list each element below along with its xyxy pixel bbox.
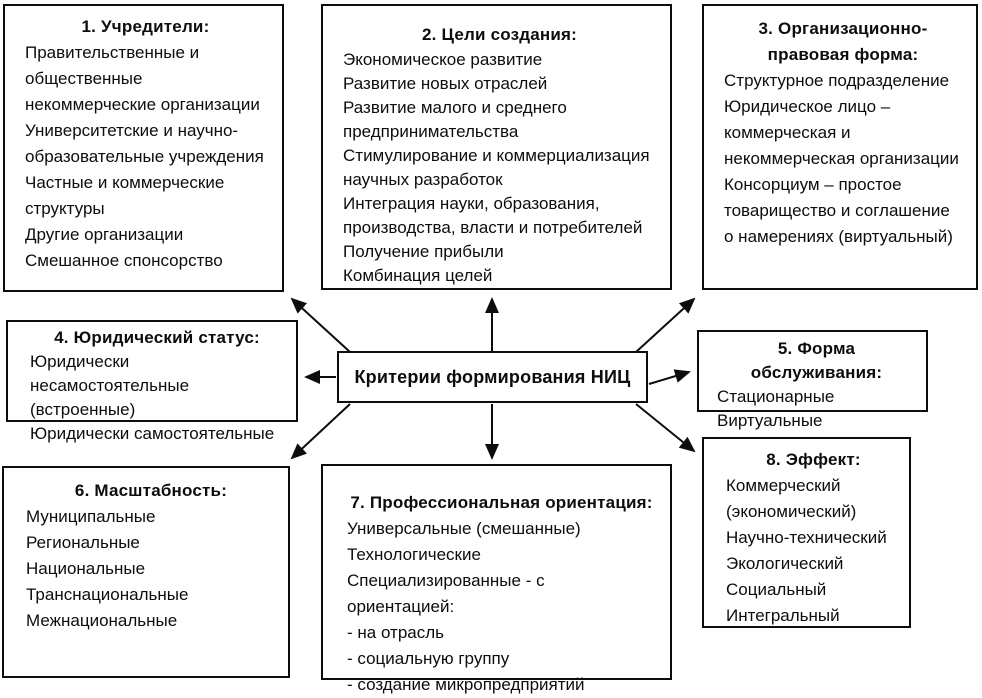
box-orientation-item: Универсальные (смешанные) xyxy=(347,519,581,538)
box-orientation-title: 7. Профессиональная ориентация: xyxy=(350,493,653,512)
box-effect-item: Научно-технический xyxy=(726,528,887,547)
box-legal-status-item: Юридически несамостоятельные (встроенные) xyxy=(30,352,190,419)
box-goals xyxy=(321,4,672,290)
arrow-center-to-box8 xyxy=(636,404,694,451)
box-scale-title: 6. Масштабность: xyxy=(74,481,228,500)
box-effect-item: Коммерческий (экономический) xyxy=(726,476,857,521)
center-box xyxy=(337,351,648,403)
box-service-form-title: 5. Форма обслуживания: xyxy=(750,339,883,382)
box-legal-form xyxy=(702,4,978,290)
box-service-form-item: Виртуальные xyxy=(717,411,823,430)
box-legal-status-item: Юридически самостоятельные xyxy=(30,424,275,443)
box-scale-item: Национальные xyxy=(26,559,146,578)
arrow-center-to-box6 xyxy=(292,404,350,458)
box-legal-form-item: Консорциум – простое товарищество и соглашение о намерениях (виртуальный) xyxy=(724,175,953,246)
box-founders-item: Правительственные и общественные некоммерческие организации xyxy=(25,43,260,114)
box-founders-item: Частные и коммерческие структуры xyxy=(25,173,225,218)
box-founders-title: 1. Учредители: xyxy=(81,17,210,36)
box-founders xyxy=(3,4,284,292)
arrow-center-to-box1 xyxy=(292,299,350,352)
box-goals-item: Получение прибыли xyxy=(343,242,504,261)
box-orientation xyxy=(321,464,672,694)
box-effect-item: Экологический xyxy=(726,554,844,573)
arrow-center-to-box3 xyxy=(636,299,694,352)
box-goals-item: Интеграция науки, образования, производства, власти и потребителей xyxy=(343,194,643,237)
box-scale-item: Региональные xyxy=(26,533,140,552)
arrow-center-to-box5 xyxy=(649,372,689,384)
box-orientation-item: - социальную группу xyxy=(347,649,510,668)
box-goals-item: Комбинация целей xyxy=(343,266,493,285)
box-effect xyxy=(702,437,911,628)
center-box-label: Критерии формирования НИЦ xyxy=(354,366,631,387)
box-scale-item: Транснациональные xyxy=(26,585,189,604)
box-goals-item: Стимулирование и коммерциализация научных разработок xyxy=(343,146,650,189)
box-orientation-item: - создание микропредприятий xyxy=(347,675,585,694)
box-scale-item: Межнациональные xyxy=(26,611,178,630)
box-legal-status-title: 4. Юридический статус: xyxy=(54,328,260,347)
box-effect-item: Интегральный xyxy=(726,606,840,625)
box-goals-item: Экономическое развитие xyxy=(343,50,543,69)
box-orientation-item: Технологические xyxy=(347,545,481,564)
box-founders-item: Другие организации xyxy=(25,225,184,244)
box-legal-status xyxy=(6,320,298,443)
box-goals-title: 2. Цели создания: xyxy=(422,25,577,44)
box-orientation-item: Специализированные - с ориентацией: xyxy=(347,571,545,616)
box-goals-item: Развитие малого и среднего предпринимательства xyxy=(343,98,567,141)
box-goals-item: Развитие новых отраслей xyxy=(343,74,548,93)
box-scale xyxy=(2,466,290,678)
box-legal-form-item: Структурное подразделение xyxy=(724,71,950,90)
box-service-form xyxy=(697,330,928,430)
box-effect-item: Социальный xyxy=(726,580,827,599)
box-legal-form-item: Юридическое лицо – коммерческая и некоммерческая организации xyxy=(724,97,959,168)
box-orientation-item: - на отрасль xyxy=(347,623,445,642)
box-service-form-item: Стационарные xyxy=(717,387,835,406)
box-effect-title: 8. Эффект: xyxy=(766,450,861,469)
box-scale-item: Муниципальные xyxy=(26,507,156,526)
box-founders-item: Университетские и научно-образовательные учреждения xyxy=(25,121,264,166)
box-legal-form-title: 3. Организационно-правовая форма: xyxy=(758,19,928,64)
box-founders-item: Смешанное спонсорство xyxy=(25,251,223,270)
